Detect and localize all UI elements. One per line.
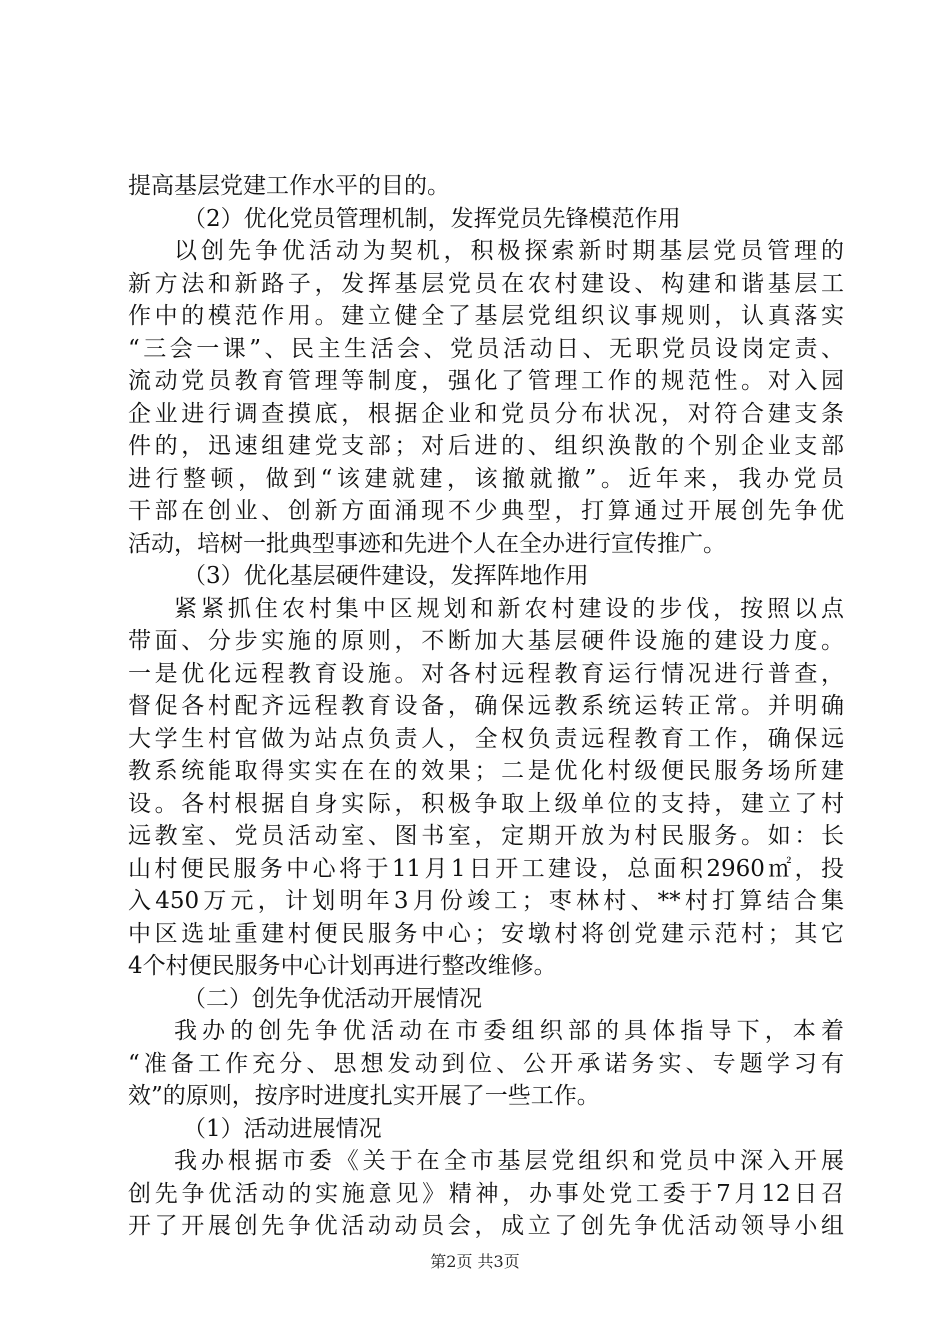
document-body — [128, 170, 844, 1243]
text-line: 山村便民服务中心将于11月1日开工建设，总面积2960㎡，投 — [128, 855, 844, 882]
text-line: 干部在创业、创新方面涌现不少典型，打算通过开展创先争优 — [128, 498, 844, 524]
text-line: 督促各村配齐远程教育设备，确保远教系统运转正常。并明确 — [128, 693, 844, 719]
text-line: “准备工作充分、思想发动到位、公开承诺务实、专题学习有 — [128, 1050, 844, 1077]
text-line: （二）创先争优活动开展情况 — [183, 985, 482, 1012]
text-line: 一是优化远程教育设施。对各村远程教育运行情况进行普查， — [128, 660, 844, 687]
text-line: （2）优化党员管理机制，发挥党员先锋模范作用 — [183, 205, 681, 232]
text-line: 作中的模范作用。建立健全了基层党组织议事规则，认真落实 — [128, 303, 844, 329]
text-line: 企业进行调查摸底，根据企业和党员分布状况，对符合建支条 — [128, 400, 844, 427]
text-line: 紧紧抓住农村集中区规划和新农村建设的步伐，按照以点 — [174, 595, 844, 622]
page-footer: 第2页 共3页 — [430, 1252, 520, 1271]
text-line: 提高基层党建工作水平的目的。 — [128, 173, 450, 199]
text-line: 远教室、党员活动室、图书室，定期开放为村民服务。如：长 — [128, 823, 844, 849]
text-line: 以创先争优活动为契机，积极探索新时期基层党员管理的 — [174, 238, 844, 264]
text-line: 大学生村官做为站点负责人，全权负责远程教育工作，确保远 — [128, 725, 844, 752]
text-line: 进行整顿，做到“该建就建，该撤就撤”。近年来，我办党员 — [128, 465, 844, 492]
text-line: 带面、分步实施的原则，不断加大基层硬件设施的建设力度。 — [128, 628, 844, 654]
text-line: 我办的创先争优活动在市委组织部的具体指导下，本着 — [174, 1018, 844, 1044]
text-line: 效”的原则，按序时进度扎实开展了一些工作。 — [128, 1083, 600, 1109]
text-line: （3）优化基层硬件建设，发挥阵地作用 — [183, 563, 589, 589]
text-line: 入450万元，计划明年3月份竣工；枣林村、**村打算结合集 — [128, 888, 844, 914]
text-line: 开了开展创先争优活动动员会，成立了创先争优活动领导小组 — [128, 1213, 844, 1239]
text-line: 中区选址重建村便民服务中心；安墩村将创党建示范村；其它 — [128, 920, 844, 947]
text-line: 件的，迅速组建党支部；对后进的、组织涣散的个别企业支部 — [128, 433, 844, 459]
text-line: 活动，培树一批典型事迹和先进个人在全办进行宣传推广。 — [128, 530, 726, 557]
text-line: 创先争优活动的实施意见》精神，办事处党工委于7月12日召 — [128, 1180, 844, 1207]
text-line: 我办根据市委《关于在全市基层党组织和党员中深入开展 — [174, 1148, 844, 1174]
text-line: 4个村便民服务中心计划再进行整改维修。 — [128, 953, 557, 979]
text-line: 新方法和新路子，发挥基层党员在农村建设、构建和谐基层工 — [128, 270, 844, 297]
text-line: （1）活动进展情况 — [183, 1115, 382, 1142]
text-line: 流动党员教育管理等制度，强化了管理工作的规范性。对入园 — [128, 368, 844, 394]
text-line: “三会一课”、民主生活会、党员活动日、无职党员设岗定责、 — [128, 335, 844, 362]
text-line: 设。各村根据自身实际，积极争取上级单位的支持，建立了村 — [128, 790, 844, 817]
text-line: 教系统能取得实实在在的效果；二是优化村级便民服务场所建 — [128, 758, 844, 784]
